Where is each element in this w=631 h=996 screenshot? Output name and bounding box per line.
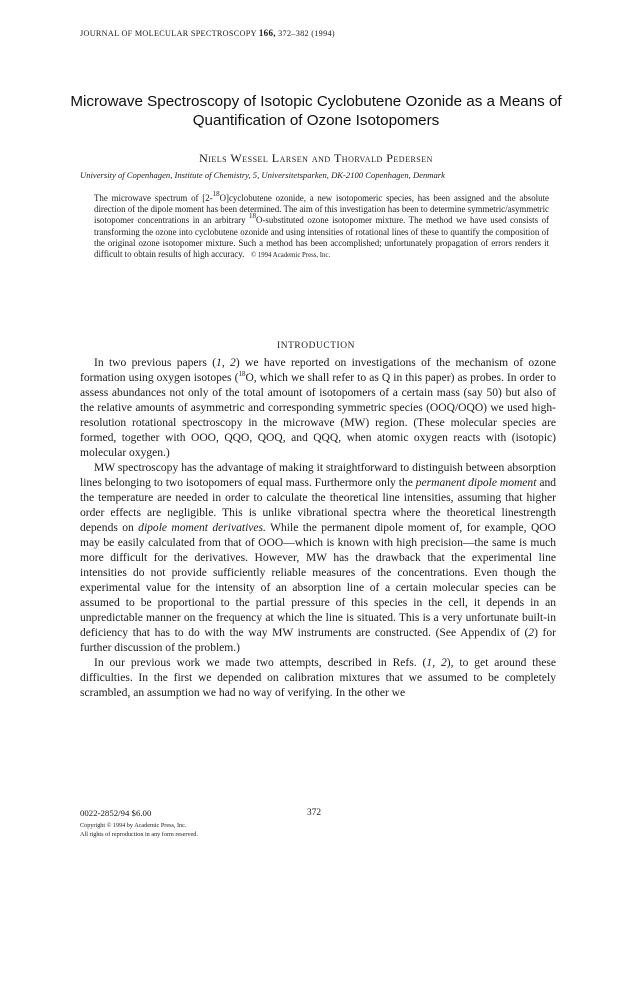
journal-volume: 166, xyxy=(258,28,276,38)
abstract-text: The microwave spectrum of [2- xyxy=(94,193,213,203)
abstract xyxy=(94,190,549,261)
abstract-copyright: © 1994 Academic Press, Inc. xyxy=(251,252,331,260)
footer-code: 0022-2852/94 $6.00 xyxy=(80,808,152,818)
reference-citation: 1, 2 xyxy=(216,357,236,369)
page-number: 372 xyxy=(307,808,322,818)
superscript: 18 xyxy=(249,212,257,221)
superscript: 18 xyxy=(238,370,246,378)
reference-citation: 1, 2 xyxy=(426,657,447,669)
reference-citation: 2 xyxy=(528,627,535,639)
abstract-text: O-substituted ozone isotopomer mixture. The method we have used consists of transforming the ozone into cyclobutene ozonide and using intensities of rotational lines of these to quantify the composition of the original ozone isotopomer mixture. Such a method has been accomplished; unfortunately propagation of errors renders it difficult to obtain results of high accuracy. xyxy=(94,215,549,260)
emphasis: permanent dipole moment xyxy=(415,477,537,489)
superscript: 18 xyxy=(212,190,220,198)
emphasis: dipole moment derivatives. xyxy=(138,522,266,534)
affiliation: University of Copenhagen, Institute of Chemistry, 5, Universitetsparken, DK-2100 Copenhagen, Denmark xyxy=(80,170,445,180)
paragraph: In our previous work we made two attempts, described in Refs. (1, 2), to get around these difficulties. In the first we depended on calibration mixtures that we assumed to be completely scrambled, an assumption we had no way of verifying. In the other we xyxy=(80,657,557,699)
section-heading: INTRODUCTION xyxy=(276,341,356,351)
journal-pages: 372–382 (1994) xyxy=(278,29,335,38)
paper-title: Microwave Spectroscopy of Isotopic Cyclobutene Ozonide as a Means of Quantification of Ozone Isotopomers xyxy=(70,93,562,129)
footer-copyright: Copyright © 1994 by Academic Press, Inc. xyxy=(80,822,187,829)
journal-name: JOURNAL OF MOLECULAR SPECTROSCOPY xyxy=(80,29,257,38)
body-text xyxy=(80,356,556,701)
paragraph: In two previous papers (1, 2) we have reported on investigations of the mechanism of ozone formation using oxygen isotopes ($^{18}$O, which we shall refer to as Q in this paper) as probes. In order to assess abundances not only of the total amount of isotopomers of a certain mass (say 50) but also of the relative amounts of asymmetric and corresponding symmetric species (OOQ/OQO) we used high-resolution rotational spectroscopy in the microwave (MW) region. (These molecular species are formed, together with OOO, QQO, QOQ, and QQQ, when atomic oxygen reacts with (isotopic) molecular oxygen.) xyxy=(80,357,556,459)
paragraph: MW spectroscopy has the advantage of making it straightforward to distinguish between absorption lines belonging to two isotopomers of equal mass. Furthermore only the permanent dipole moment and the temperature are needed in order to calculate the theoretical line intensities, assuming that higher order effects are negligible. This is unlike vibrational spectra where the theoretical linestrength depends on dipole moment derivatives. While the permanent dipole moment of, for example, QOO may be easily calculated from that of OOO—which is known with high precision—the same is much more difficult for the derivatives. However, MW has the drawback that the experimental line intensities do not provide sufficiently reliable measures of the concentrations. Even though the experimental value for the intensity of an absorption line of a certain molecular species can be assumed to be proportional to the partial pressure of this species in the cell, it depends in an unpredictable manner on the frequency at which the line is situated. This is a very unfortunate built-in deficiency that has to do with the way MW instruments are constructed. (See Appendix of (2) for further discussion of the problem.) xyxy=(80,462,557,654)
journal-header xyxy=(80,28,335,38)
abstract-text: O]cyclobutene ozonide, a new isotopomeric species, has been assigned and the absolute direction of the dipole moment has been determined. The aim of this investigation has been to determine symmetric/asymmetric isotopomer concentrations in an arbitrary xyxy=(94,193,549,226)
footer-rights: All rights of reproduction in any form reserved. xyxy=(80,831,198,838)
authors: Niels Wessel Larsen and Thorvald Pedersen xyxy=(199,151,433,165)
